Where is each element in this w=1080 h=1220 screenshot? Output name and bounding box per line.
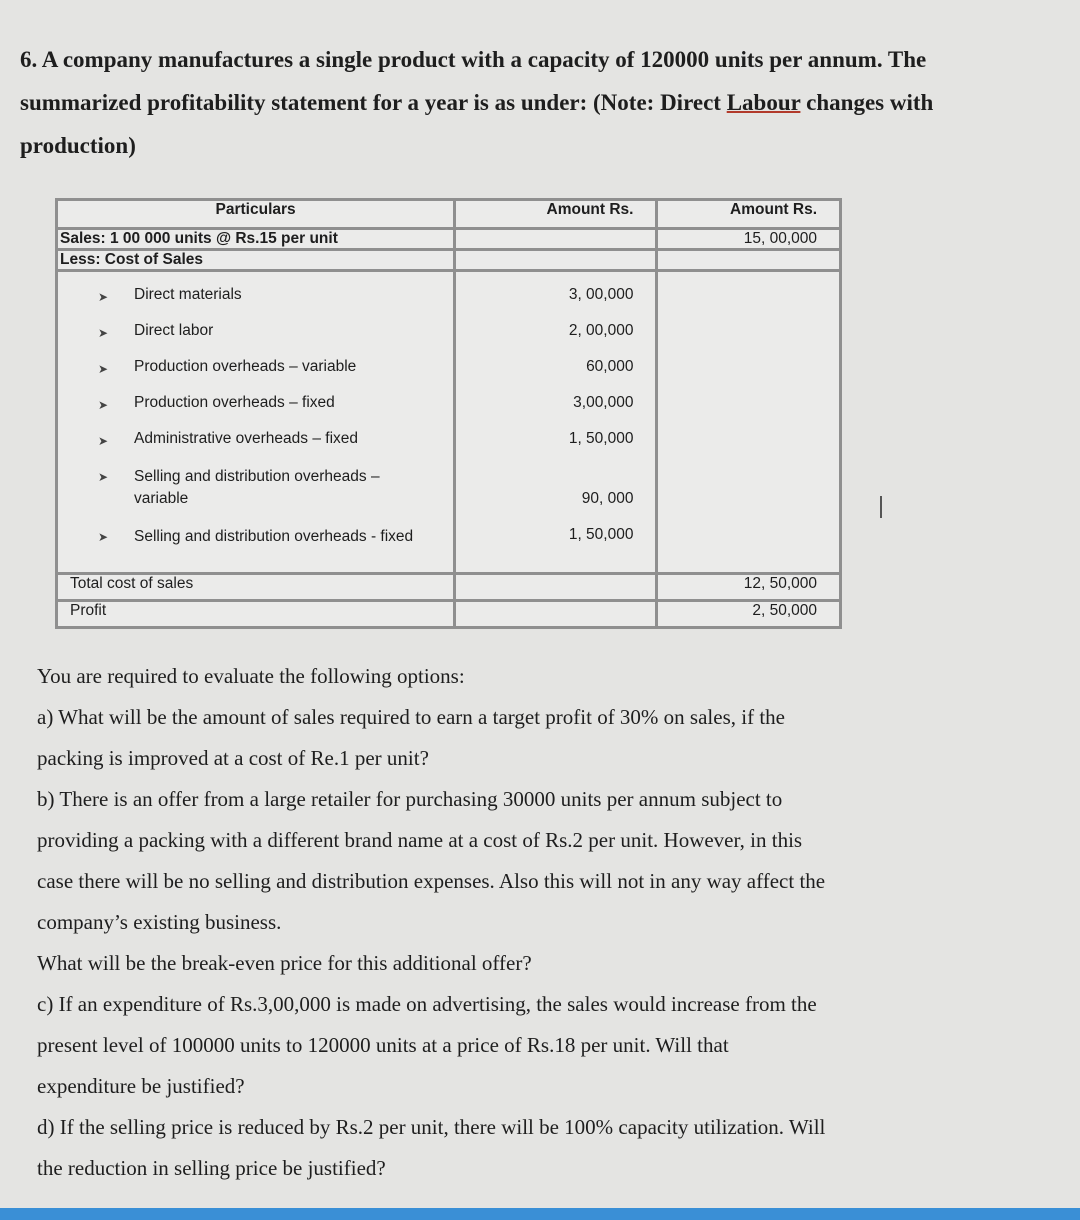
- intro-line-2-start: summarized profitability statement for a year is as under: (Note: Direct: [20, 90, 727, 115]
- sales-label: Sales: 1 00 000 units @ Rs.15 per unit: [57, 229, 455, 250]
- cost-items-amount-2: [657, 271, 841, 574]
- header-amount-1: Amount Rs.: [455, 200, 657, 229]
- text-cursor: [880, 496, 882, 518]
- header-amount-2: Amount Rs.: [657, 200, 841, 229]
- item-amount: 3,00,000: [573, 394, 634, 411]
- arrow-bullet-icon: ➤: [98, 362, 109, 376]
- option-c-line-3: expenditure be justified?: [37, 1074, 245, 1098]
- options-section: [37, 656, 942, 1189]
- less-amount-2: [657, 250, 841, 271]
- intro-line-3: production): [20, 133, 136, 158]
- header-particulars: Particulars: [57, 200, 455, 229]
- arrow-bullet-icon: ➤: [98, 530, 109, 544]
- arrow-bullet-icon: ➤: [98, 326, 109, 340]
- item-label: Direct labor: [134, 322, 214, 339]
- less-row: [57, 250, 841, 271]
- option-b-line-3: case there will be no selling and distribution expenses. Also this will not in any way affect the: [37, 869, 826, 893]
- cost-items-list: [57, 271, 455, 574]
- profit-amount: 2, 50,000: [657, 601, 841, 628]
- profit-label: Profit: [57, 601, 455, 628]
- table-header-row: [57, 200, 841, 229]
- option-a-line-1: a) What will be the amount of sales required to earn a target profit of 30% on sales, if the: [37, 705, 785, 729]
- arrow-bullet-icon: ➤: [98, 470, 109, 484]
- sales-amount: 15, 00,000: [657, 229, 841, 250]
- intro-underlined-word: Labour: [726, 90, 801, 115]
- total-cost-label: Total cost of sales: [57, 574, 455, 601]
- list-item: [58, 466, 453, 526]
- option-c-line-1: c) If an expenditure of Rs.3,00,000 is made on advertising, the sales would increase from the: [37, 992, 817, 1016]
- cost-items-amounts: [455, 271, 657, 574]
- option-d-line-1: d) If the selling price is reduced by Rs.2 per unit, there will be 100% capacity utilization. Will: [37, 1115, 826, 1139]
- profit-row: [57, 601, 841, 628]
- list-item: [58, 526, 453, 572]
- sales-row: [57, 229, 841, 250]
- option-d-line-2: the reduction in selling price be justified?: [37, 1156, 386, 1180]
- option-b-line-1: b) There is an offer from a large retailer for purchasing 30000 units per annum subject to: [37, 787, 783, 811]
- item-amount: 1, 50,000: [568, 430, 634, 447]
- list-item: [58, 286, 453, 322]
- list-item: [58, 430, 453, 466]
- arrow-bullet-icon: ➤: [98, 434, 109, 448]
- item-label: Direct materials: [134, 286, 242, 303]
- item-amount: 60,000: [586, 358, 634, 375]
- profit-amount-1: [455, 601, 657, 628]
- intro-line-2: [20, 81, 980, 124]
- item-label: Production overheads – fixed: [134, 394, 335, 411]
- total-amount-1: [455, 574, 657, 601]
- list-item: [58, 322, 453, 358]
- intro-line-2-end: changes with: [800, 90, 934, 115]
- intro-line-1: 6. A company manufactures a single product with a capacity of 120000 units per annum. The: [20, 47, 927, 72]
- list-item: [58, 358, 453, 394]
- less-amount-1: [455, 250, 657, 271]
- question-intro: [20, 38, 980, 167]
- option-a-line-2: packing is improved at a cost of Re.1 per unit?: [37, 746, 429, 770]
- item-label: Administrative overheads – fixed: [134, 430, 359, 447]
- total-cost-amount: 12, 50,000: [657, 574, 841, 601]
- arrow-bullet-icon: ➤: [98, 290, 109, 304]
- option-b-line-5: What will be the break-even price for this additional offer?: [37, 951, 532, 975]
- item-amount: 2, 00,000: [568, 322, 634, 339]
- item-amount: 3, 00,000: [568, 286, 634, 303]
- profitability-statement-table: [55, 198, 842, 629]
- item-label: Production overheads – variable: [134, 358, 357, 375]
- option-b-line-2: providing a packing with a different brand name at a cost of Rs.2 per unit. However, in this: [37, 828, 803, 852]
- less-label: Less: Cost of Sales: [57, 250, 455, 271]
- sales-amount-1: [455, 229, 657, 250]
- options-intro: You are required to evaluate the following options:: [37, 664, 465, 688]
- item-label: Selling and distribution overheads - fixed: [134, 528, 414, 545]
- total-cost-row: [57, 574, 841, 601]
- list-item: [58, 394, 453, 430]
- item-amount: 1, 50,000: [568, 526, 634, 543]
- option-c-line-2: present level of 100000 units to 120000 units at a price of Rs.18 per unit. Will that: [37, 1033, 729, 1057]
- arrow-bullet-icon: ➤: [98, 398, 109, 412]
- item-label: Selling and distribution overheads – variable: [134, 468, 380, 507]
- option-b-line-4: company’s existing business.: [37, 910, 282, 934]
- item-amount: 90, 000: [581, 490, 634, 507]
- bottom-bar: [0, 1208, 1080, 1220]
- cost-items-row: [57, 271, 841, 574]
